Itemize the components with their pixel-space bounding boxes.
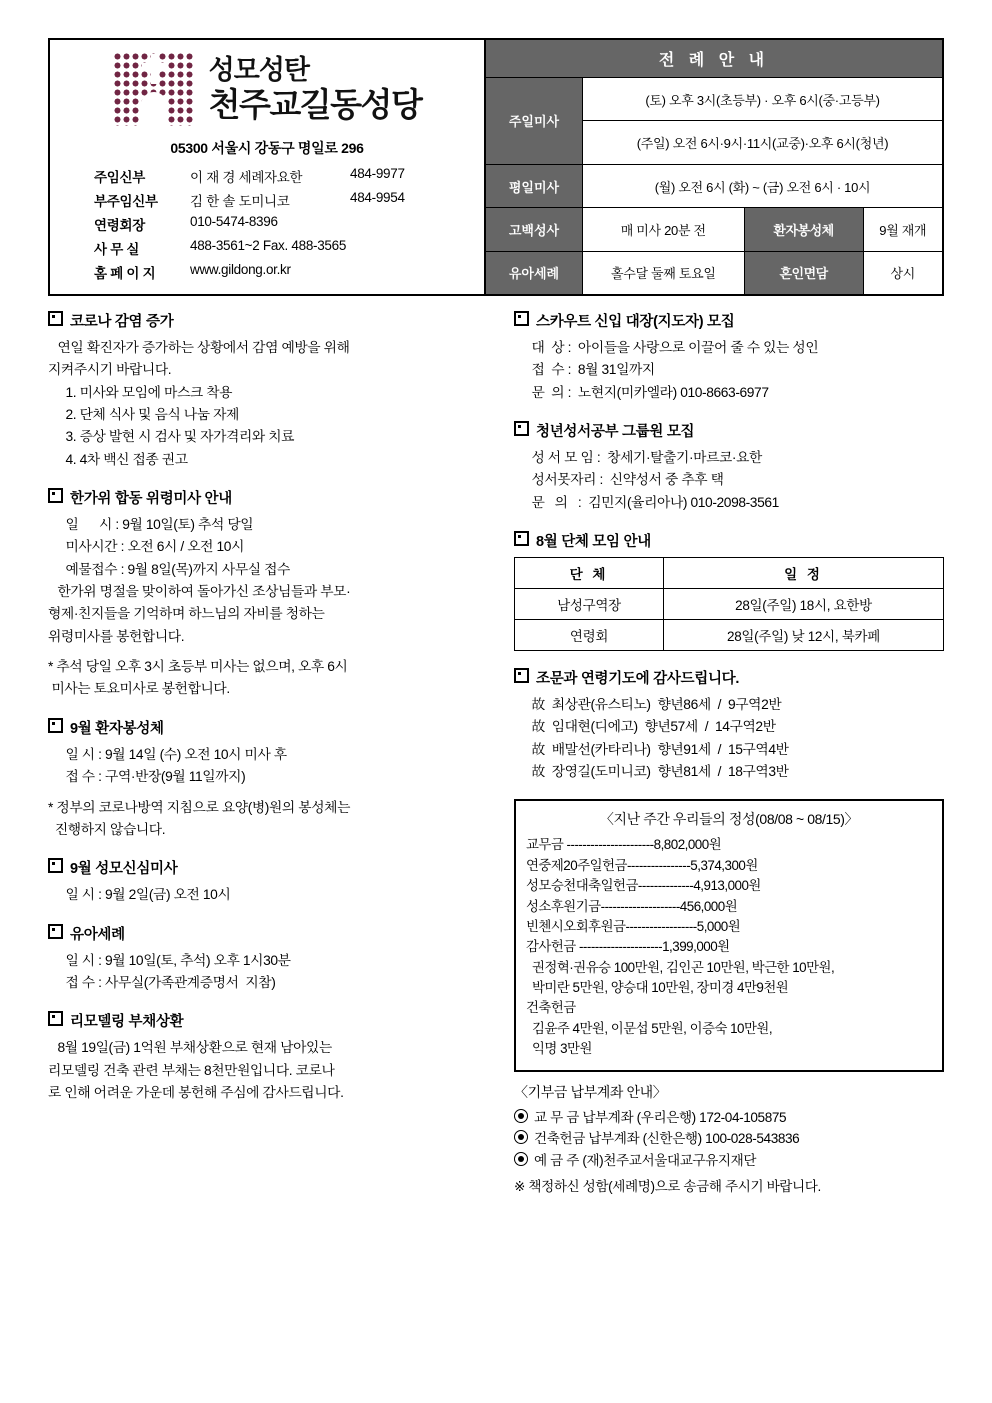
bulletin-body: [48, 310, 944, 1195]
mass-row-label-2: 환자봉성체: [744, 208, 863, 251]
section-line: 성 서 모 임 : 창세기·탈출기·마르코·요한: [528, 450, 762, 466]
section-line: 故 장영길(도미니코) 향년81세 / 18구역3반: [528, 764, 789, 780]
contact-label: 사 무 실: [94, 242, 140, 257]
contact-label: 연령회장: [94, 218, 145, 233]
section-title-text: 리모델링 부채상환: [70, 1014, 184, 1031]
section-sick-communion: [48, 717, 488, 841]
contact-name: 010-5474-8396: [190, 214, 278, 229]
section-title-text: 유아세례: [70, 926, 125, 943]
contact-row: [94, 188, 440, 212]
section-line: 지켜주시기 바랍니다.: [48, 362, 172, 378]
mass-row-label: 주일미사: [486, 78, 583, 165]
contact-number: 484-9954: [350, 190, 405, 205]
table-row: [515, 589, 944, 620]
section-line: 성서못자리 : 신약성서 중 추후 택: [528, 472, 724, 488]
section-line: 故 임대현(디에고) 향년57세 / 14구역2반: [528, 719, 776, 735]
offering-detail: 박미란 5만원, 양승대 10만원, 장미경 4만9천원: [532, 980, 789, 996]
section-title: [48, 923, 488, 944]
section-title-text: 9월 환자봉성체: [70, 720, 164, 737]
section-title: [48, 487, 488, 508]
table-row: [515, 620, 944, 651]
section-line: 1. 미사와 모임에 마스크 착용: [62, 384, 233, 400]
square-bullet-icon: [48, 858, 63, 873]
section-marian-mass: [48, 857, 488, 906]
contact-row: [94, 212, 440, 236]
contact-label: 홈 페 이 지: [94, 266, 156, 281]
section-chuseok-mass: [48, 487, 488, 701]
section-title: [514, 310, 944, 331]
square-bullet-icon: [514, 531, 529, 546]
section-line: 접 수 : 구역·반장(9월 11일까지): [62, 769, 246, 785]
section-line: 한가위 명절을 맞이하여 돌아가신 조상님들과 부모·: [54, 584, 351, 600]
section-line: 접 수 : 8월 31일까지: [528, 362, 655, 378]
parish-logo: [113, 52, 422, 126]
offering-row: 감사헌금 ---------------------1,399,000원: [526, 939, 730, 955]
donation-item: [514, 1150, 944, 1172]
section-title: [48, 1010, 488, 1031]
cell-schedule: 28일(주일) 18시, 요한방: [664, 589, 944, 620]
contact-row: [94, 260, 440, 284]
section-title-text: 조문과 연령기도에 감사드립니다.: [536, 671, 740, 688]
cell-schedule: 28일(주일) 낮 12시, 북카페: [664, 620, 944, 651]
offering-row: 빈첸시오회후원금------------------5,000원: [526, 918, 741, 934]
section-title-text: 8월 단체 모임 안내: [536, 534, 651, 551]
donation-item: [514, 1128, 944, 1150]
mass-row-label: 평일미사: [486, 164, 583, 207]
mass-row-value: (토) 오후 3시(초등부) · 오후 6시(중·고등부): [583, 78, 943, 121]
mass-row-label: 유아세례: [486, 251, 583, 294]
section-line: 문 의 : 노현지(미카엘라) 010-8663-6977: [528, 384, 769, 400]
contact-name: 488-3561~2 Fax. 488-3565: [190, 238, 347, 253]
section-title: [514, 420, 944, 441]
mass-row-label-2: 혼인면담: [744, 251, 863, 294]
mass-row-value: 매 미사 20분 전: [583, 208, 745, 251]
section-remodeling-debt: [48, 1010, 488, 1104]
section-line: 2. 단체 식사 및 음식 나눔 자제: [62, 407, 239, 423]
section-infant-baptism: [48, 923, 488, 995]
donation-item: [514, 1107, 944, 1129]
donation-item-text: 예 금 주 (재)천주교서울대교구유지재단: [534, 1153, 757, 1169]
section-line: 리모델링 건축 관련 부채는 8천만원입니다. 코로나: [48, 1062, 335, 1078]
bulletin-header: [48, 38, 944, 296]
section-line: 로 인해 어려운 가운데 봉헌해 주심에 감사드립니다.: [48, 1084, 344, 1100]
bullet-circle-icon: [514, 1152, 528, 1166]
contact-number: 484-9977: [350, 166, 405, 181]
left-column: [48, 310, 488, 1195]
contact-label: 부주임신부: [94, 194, 158, 209]
section-title: [48, 717, 488, 738]
mass-row: [486, 78, 942, 121]
section-line: 진행하지 않습니다.: [48, 821, 166, 837]
mass-row-value: 홀수달 둘째 토요일: [583, 251, 745, 294]
section-title-text: 한가위 합동 위령미사 안내: [70, 491, 232, 508]
section-line: 3. 증상 발현 시 검사 및 자가격리와 치료: [62, 429, 295, 445]
section-line: 접 수 : 사무실(가족관계증명서 지참): [62, 974, 276, 990]
square-bullet-icon: [514, 311, 529, 326]
mass-row: [486, 251, 942, 294]
table-header-row: [515, 558, 944, 589]
offering-detail: 김윤주 4만원, 이문섭 5만원, 이증숙 10만원,: [532, 1020, 773, 1036]
section-line: 미사는 토요미사로 봉헌합니다.: [48, 681, 230, 697]
square-bullet-icon: [48, 488, 63, 503]
section-title-text: 코로나 감염 증가: [70, 314, 174, 330]
section-line: 연일 확진자가 증가하는 상황에서 감염 예방을 위해: [54, 340, 350, 355]
weekly-offering-box: [514, 799, 944, 1071]
section-august-group-meetings: [514, 530, 944, 651]
donation-item-text: 건축헌금 납부계좌 (신한은행) 100-028-543836: [534, 1131, 800, 1147]
mass-schedule-table: [486, 77, 942, 294]
mass-row-value-2: 9월 재개: [863, 208, 942, 251]
contact-row: [94, 164, 440, 188]
parish-contact-table: [94, 164, 440, 284]
offering-detail: 건축헌금: [526, 1000, 576, 1016]
contact-name: 김 한 솔 도미니코: [190, 194, 290, 209]
mass-row-value-2: 상시: [863, 251, 942, 294]
contact-label: 주임신부: [94, 170, 145, 185]
parish-info-block: [50, 40, 486, 294]
bullet-circle-icon: [514, 1109, 528, 1123]
parish-homepage[interactable]: www.gildong.or.kr: [190, 262, 291, 277]
mass-row-value: (월) 오전 6시 (화) ~ (금) 오전 6시 · 10시: [583, 164, 943, 207]
section-line: 일 시 : 9월 10일(토) 추석 당일: [62, 517, 254, 533]
section-title: [48, 310, 488, 331]
section-line: * 추석 당일 오후 3시 초등부 미사는 없으며, 오후 6시: [48, 659, 348, 675]
donation-note: ※ 책정하신 성함(세례명)으로 송금해 주시기 바랍니다.: [514, 1178, 821, 1194]
square-bullet-icon: [48, 924, 63, 939]
section-title-text: 청년성서공부 그룹원 모집: [536, 424, 695, 441]
church-cross-icon: [113, 52, 195, 126]
donation-item-text: 교 무 금 납부계좌 (우리은행) 172-04-105875: [534, 1109, 787, 1125]
contact-row: [94, 236, 440, 260]
section-line: 문 의 : 김민지(율리아나) 010-2098-3561: [528, 494, 779, 510]
mass-schedule-title: 전 례 안 내: [486, 40, 942, 77]
parish-logo-line1: 성모성탄: [208, 55, 309, 86]
section-title: [514, 530, 944, 551]
cell-group: 연령회: [515, 620, 664, 651]
section-line: 8월 19일(금) 1억원 부채상환으로 현재 남아있는: [54, 1040, 332, 1056]
square-bullet-icon: [514, 421, 529, 436]
offering-title: 〈지난 주간 우리들의 정성(08/08 ~ 08/15)〉: [599, 811, 859, 828]
offering-row: 연중제20주일헌금----------------5,374,300원: [526, 857, 758, 873]
square-bullet-icon: [514, 668, 529, 683]
square-bullet-icon: [48, 311, 63, 326]
contact-name: 이 재 경 세례자요한: [190, 170, 303, 185]
column-header-schedule: 일 정: [664, 558, 944, 589]
donation-title: 〈기부금 납부계좌 안내〉: [514, 1083, 667, 1100]
section-scout-recruit: [514, 310, 944, 404]
cell-group: 남성구역장: [515, 589, 664, 620]
mass-schedule-block: [486, 40, 942, 294]
section-line: 위령미사를 봉헌합니다.: [48, 628, 185, 644]
section-line: 형제·친지들을 기억하며 하느님의 자비를 청하는: [48, 606, 325, 622]
right-column: [514, 310, 944, 1195]
section-title-text: 9월 성모신심미사: [70, 861, 178, 878]
section-line: 故 배말선(카타리나) 향년91세 / 15구역4반: [528, 741, 789, 757]
offering-row: 성소후원기금--------------------456,000원: [526, 898, 738, 914]
section-line: 일 시 : 9월 2일(금) 오전 10시: [62, 887, 231, 903]
section-line: 4. 4차 백신 접종 권고: [62, 451, 188, 467]
bullet-circle-icon: [514, 1130, 528, 1144]
section-title: [48, 857, 488, 878]
offering-row: 교무금 ----------------------8,802,000원: [526, 837, 722, 853]
mass-row: [486, 164, 942, 207]
square-bullet-icon: [48, 1011, 63, 1026]
offering-row: 성모승천대축일헌금--------------4,913,000원: [526, 878, 761, 894]
section-line: 故 최상관(유스티노) 향년86세 / 9구역2반: [528, 697, 782, 713]
section-condolences: [514, 667, 944, 783]
mass-row-value: (주일) 오전 6시·9시·11시(교중)·오후 6시(청년): [583, 121, 943, 164]
section-youth-bible-study: [514, 420, 944, 514]
section-line: 일 시 : 9월 14일 (수) 오전 10시 미사 후: [62, 746, 287, 762]
section-line: 예물접수 : 9월 8일(목)까지 사무실 접수: [62, 561, 290, 577]
offering-detail: 권정혁·권유승 100만원, 김인곤 10만원, 박근한 10만원,: [532, 959, 835, 975]
square-bullet-icon: [48, 718, 63, 733]
section-line: * 정부의 코로나방역 지침으로 요양(병)원의 봉성체는: [48, 799, 351, 815]
offering-detail: 익명 3만원: [532, 1041, 592, 1057]
section-title-text: 스카우트 신입 대장(지도자) 모집: [536, 314, 735, 330]
section-title: [514, 667, 944, 688]
mass-row-label: 고백성사: [486, 208, 583, 251]
parish-address: 05300 서울시 강동구 명일로 296: [170, 140, 364, 156]
section-line: 일 시 : 9월 10일(토, 추석) 오후 1시30분: [62, 952, 291, 968]
donation-accounts-block: [514, 1082, 944, 1195]
section-line: 미사시간 : 오전 6시 / 오전 10시: [62, 539, 245, 555]
section-line: 대 상 : 아이들을 사랑으로 이끌어 줄 수 있는 성인: [528, 340, 819, 355]
column-header-group: 단 체: [515, 558, 664, 589]
mass-row: [486, 208, 942, 251]
parish-logo-line2: 천주교길동성당: [208, 85, 422, 124]
group-meeting-table: [514, 557, 944, 651]
section-covid: [48, 310, 488, 471]
